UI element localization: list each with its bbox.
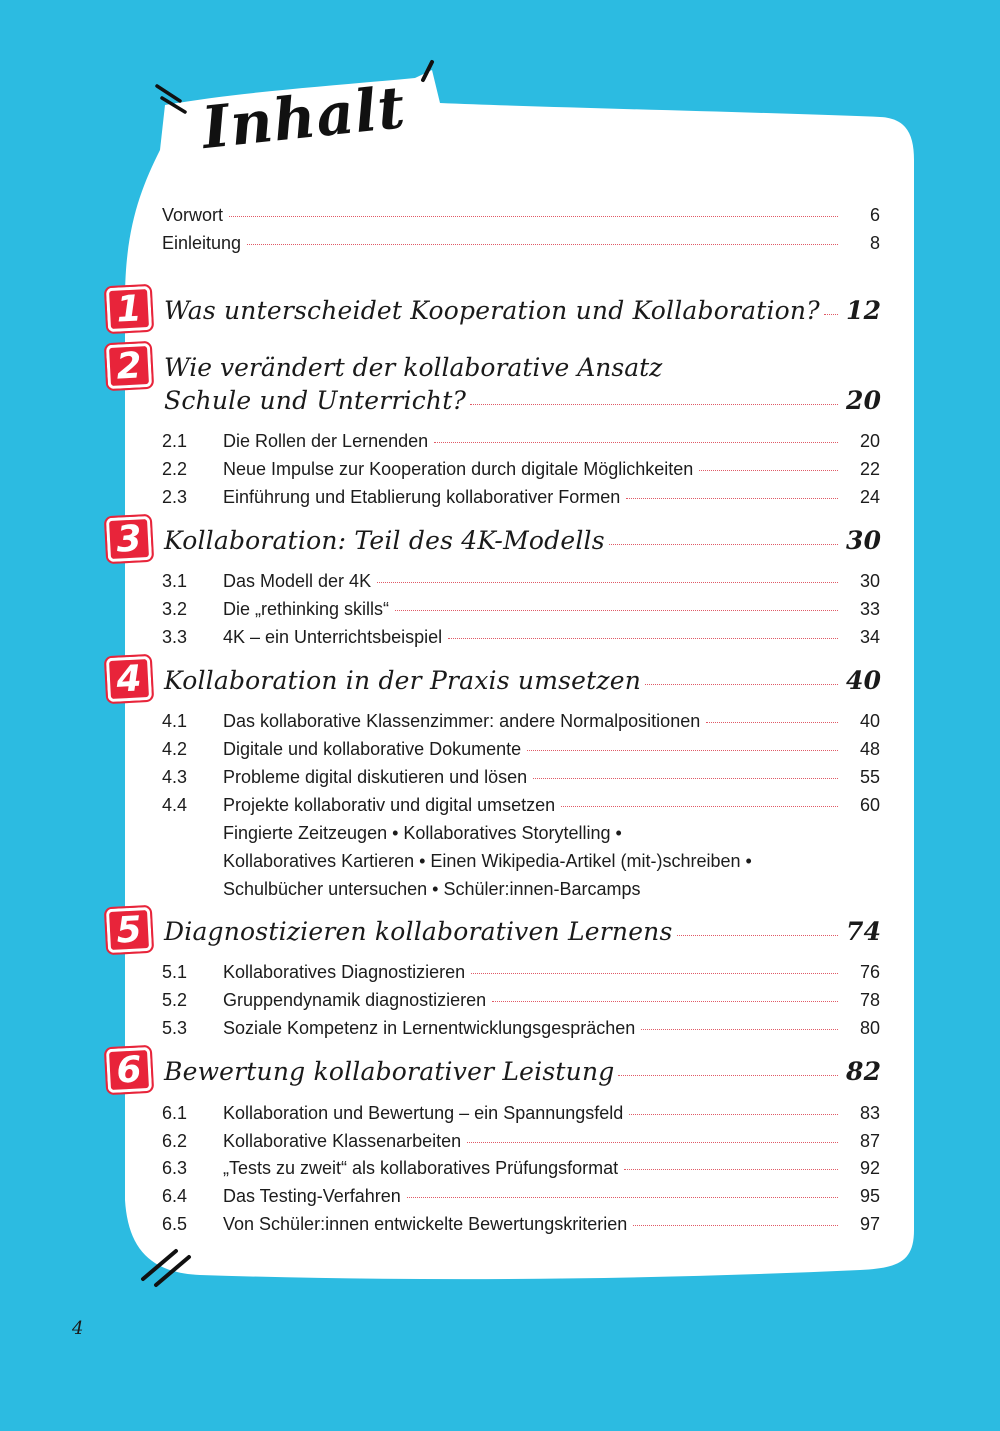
entry-label: Einführung und Etablierung kollaborativer Formen <box>223 487 621 507</box>
dot-leader <box>492 1001 838 1002</box>
entry-label: Neue Impulse zur Kooperation durch digitale Möglichkeiten <box>223 459 694 479</box>
entry-label: 4K – ein Unterrichtsbeispiel <box>223 627 443 647</box>
page-number: 4 <box>72 1318 84 1339</box>
entry-label: Von Schüler:innen entwickelte Bewertungskriterien <box>223 1214 628 1234</box>
entry-page: 92 <box>859 1158 880 1178</box>
entry-number: 2.3 <box>162 487 188 507</box>
dot-leader <box>395 610 838 611</box>
entry-number: 6.2 <box>162 1131 188 1151</box>
entry-label: Die Rollen der Lernenden <box>223 431 429 451</box>
chapter-title: Kollaboration: Teil des 4K-Modells <box>164 526 605 555</box>
entry-label: Kollaboratives Diagnostizieren <box>223 962 466 982</box>
chapter-badge-2: 2 <box>106 343 152 389</box>
entry-page: 76 <box>859 962 880 982</box>
entry-label: Die „rethinking skills“ <box>223 599 390 619</box>
dot-leader <box>434 442 838 443</box>
entry-number: 3.1 <box>162 571 188 591</box>
entry-page: 8 <box>869 233 880 253</box>
entry-number: 3.3 <box>162 627 188 647</box>
entry-number: 4.2 <box>162 739 188 759</box>
chapter-6-entry[interactable] <box>164 1056 880 1088</box>
chapter-title: Diagnostizieren kollaborativen Lernens <box>164 917 673 946</box>
toc-entry-2-2[interactable] <box>162 457 880 481</box>
entry-label: Soziale Kompetenz in Lernentwicklungsgesprächen <box>223 1018 636 1038</box>
subitems-line-2: Kollaboratives Kartieren • Einen Wikipedia-Artikel (mit-)schreiben • <box>223 851 752 871</box>
entry-page: 83 <box>859 1103 880 1123</box>
dot-leader <box>229 216 838 217</box>
toc-entry-5-1[interactable] <box>162 960 880 984</box>
toc-entry-5-2[interactable] <box>162 988 880 1012</box>
dot-leader <box>467 1142 838 1143</box>
toc-entry-6-3[interactable] <box>162 1156 880 1180</box>
entry-page: 80 <box>859 1018 880 1038</box>
chapter-badge-3: 3 <box>106 516 152 562</box>
chapter-page: 40 <box>846 666 882 695</box>
entry-page: 55 <box>859 767 880 787</box>
chapter-title: Was unterscheidet Kooperation und Kollaboration? <box>164 296 820 325</box>
chapter-4-entry[interactable] <box>164 665 880 697</box>
chapter-page: 30 <box>846 526 882 555</box>
entry-page: 78 <box>859 990 880 1010</box>
entry-number: 4.1 <box>162 711 188 731</box>
dot-leader <box>471 973 838 974</box>
entry-page: 60 <box>859 795 880 815</box>
dot-leader <box>561 806 838 807</box>
toc-entry-2-1[interactable] <box>162 429 880 453</box>
entry-number: 6.1 <box>162 1103 188 1123</box>
chapter-page: 20 <box>846 386 882 415</box>
chapter-page: 74 <box>846 917 882 946</box>
toc-entry-4-2[interactable] <box>162 737 880 761</box>
entry-label: Das Testing-Verfahren <box>223 1186 401 1206</box>
chapter-badge-5: 5 <box>106 907 152 953</box>
dot-leader <box>641 1029 838 1030</box>
entry-page: 24 <box>859 487 880 507</box>
dot-leader <box>533 778 838 779</box>
entry-number: 6.5 <box>162 1214 188 1234</box>
toc-entry-4-4[interactable] <box>162 793 880 817</box>
toc-entry-6-4[interactable] <box>162 1184 880 1208</box>
chapter-badge-4: 4 <box>106 656 152 702</box>
entry-number: 2.1 <box>162 431 188 451</box>
chapter-title: Bewertung kollaborativer Leistung <box>164 1057 615 1086</box>
dot-leader <box>699 470 838 471</box>
chapter-title: Schule und Unterricht? <box>164 386 467 415</box>
entry-number: 5.2 <box>162 990 188 1010</box>
page-title: Inhalt <box>198 73 409 162</box>
toc-entry-6-2[interactable] <box>162 1129 880 1153</box>
entry-page: 40 <box>859 711 880 731</box>
dot-leader <box>448 638 838 639</box>
dot-leader <box>247 244 838 245</box>
entry-label: Das Modell der 4K <box>223 571 372 591</box>
chapter-2-title-line1[interactable]: Wie verändert der kollaborative Ansatz <box>164 353 663 382</box>
chapter-3-entry[interactable] <box>164 525 880 557</box>
subitems-line-1: Fingierte Zeitzeugen • Kollaboratives Storytelling • <box>223 823 622 843</box>
entry-page: 87 <box>859 1131 880 1151</box>
subitems-line-3: Schulbücher untersuchen • Schüler:innen-Barcamps <box>223 879 641 899</box>
entry-label: Probleme digital diskutieren und lösen <box>223 767 528 787</box>
dot-leader <box>609 544 838 545</box>
entry-page: 20 <box>859 431 880 451</box>
entry-number: 5.1 <box>162 962 188 982</box>
dot-leader <box>706 722 838 723</box>
toc-entry-einleitung[interactable] <box>162 231 880 255</box>
toc-entry-4-1[interactable] <box>162 709 880 733</box>
entry-page: 6 <box>869 205 880 225</box>
toc-entry-4-3[interactable] <box>162 765 880 789</box>
entry-page: 22 <box>859 459 880 479</box>
toc-entry-vorwort[interactable] <box>162 203 880 227</box>
chapter-page: 82 <box>846 1057 882 1086</box>
dot-leader <box>618 1075 838 1076</box>
entry-label: „Tests zu zweit“ als kollaboratives Prüfungsformat <box>223 1158 619 1178</box>
chapter-2-entry[interactable] <box>164 385 880 417</box>
dot-leader <box>633 1225 838 1226</box>
chapter-badge-6: 6 <box>106 1047 152 1093</box>
entry-page: 33 <box>859 599 880 619</box>
toc-entry-3-1[interactable] <box>162 569 880 593</box>
entry-number: 6.4 <box>162 1186 188 1206</box>
entry-label: Kollaboration und Bewertung – ein Spannungsfeld <box>223 1103 624 1123</box>
dot-leader <box>824 314 838 315</box>
entry-page: 48 <box>859 739 880 759</box>
dot-leader <box>527 750 838 751</box>
dot-leader <box>626 498 838 499</box>
chapter-page: 12 <box>846 296 882 325</box>
entry-number: 2.2 <box>162 459 188 479</box>
entry-page: 97 <box>859 1214 880 1234</box>
dot-leader <box>407 1197 838 1198</box>
chapter-5-entry[interactable] <box>164 916 880 948</box>
entry-label: Einleitung <box>162 233 242 253</box>
entry-page: 30 <box>859 571 880 591</box>
chapter-badge-1: 1 <box>106 286 152 332</box>
entry-number: 4.4 <box>162 795 188 815</box>
dot-leader <box>470 404 838 405</box>
entry-label: Digitale und kollaborative Dokumente <box>223 739 522 759</box>
entry-label: Gruppendynamik diagnostizieren <box>223 990 487 1010</box>
chapter-1-entry[interactable] <box>164 295 880 327</box>
chapter-title: Kollaboration in der Praxis umsetzen <box>164 666 642 695</box>
entry-number: 4.3 <box>162 767 188 787</box>
dot-leader <box>624 1169 838 1170</box>
dot-leader <box>629 1114 838 1115</box>
toc-entry-2-3[interactable] <box>162 485 880 509</box>
toc-entry-3-3[interactable] <box>162 625 880 649</box>
dot-leader <box>677 935 838 936</box>
toc-entry-6-5[interactable] <box>162 1212 880 1236</box>
entry-number: 5.3 <box>162 1018 188 1038</box>
entry-number: 6.3 <box>162 1158 188 1178</box>
toc-entry-3-2[interactable] <box>162 597 880 621</box>
toc-entry-6-1[interactable] <box>162 1101 880 1125</box>
toc-entry-5-3[interactable] <box>162 1016 880 1040</box>
entry-label: Projekte kollaborativ und digital umsetzen <box>223 795 556 815</box>
entry-label: Vorwort <box>162 205 224 225</box>
entry-number: 3.2 <box>162 599 188 619</box>
entry-label: Kollaborative Klassenarbeiten <box>223 1131 462 1151</box>
entry-page: 34 <box>859 627 880 647</box>
dot-leader <box>377 582 838 583</box>
entry-label: Das kollaborative Klassenzimmer: andere Normalpositionen <box>223 711 701 731</box>
entry-page: 95 <box>859 1186 880 1206</box>
dot-leader <box>645 684 838 685</box>
